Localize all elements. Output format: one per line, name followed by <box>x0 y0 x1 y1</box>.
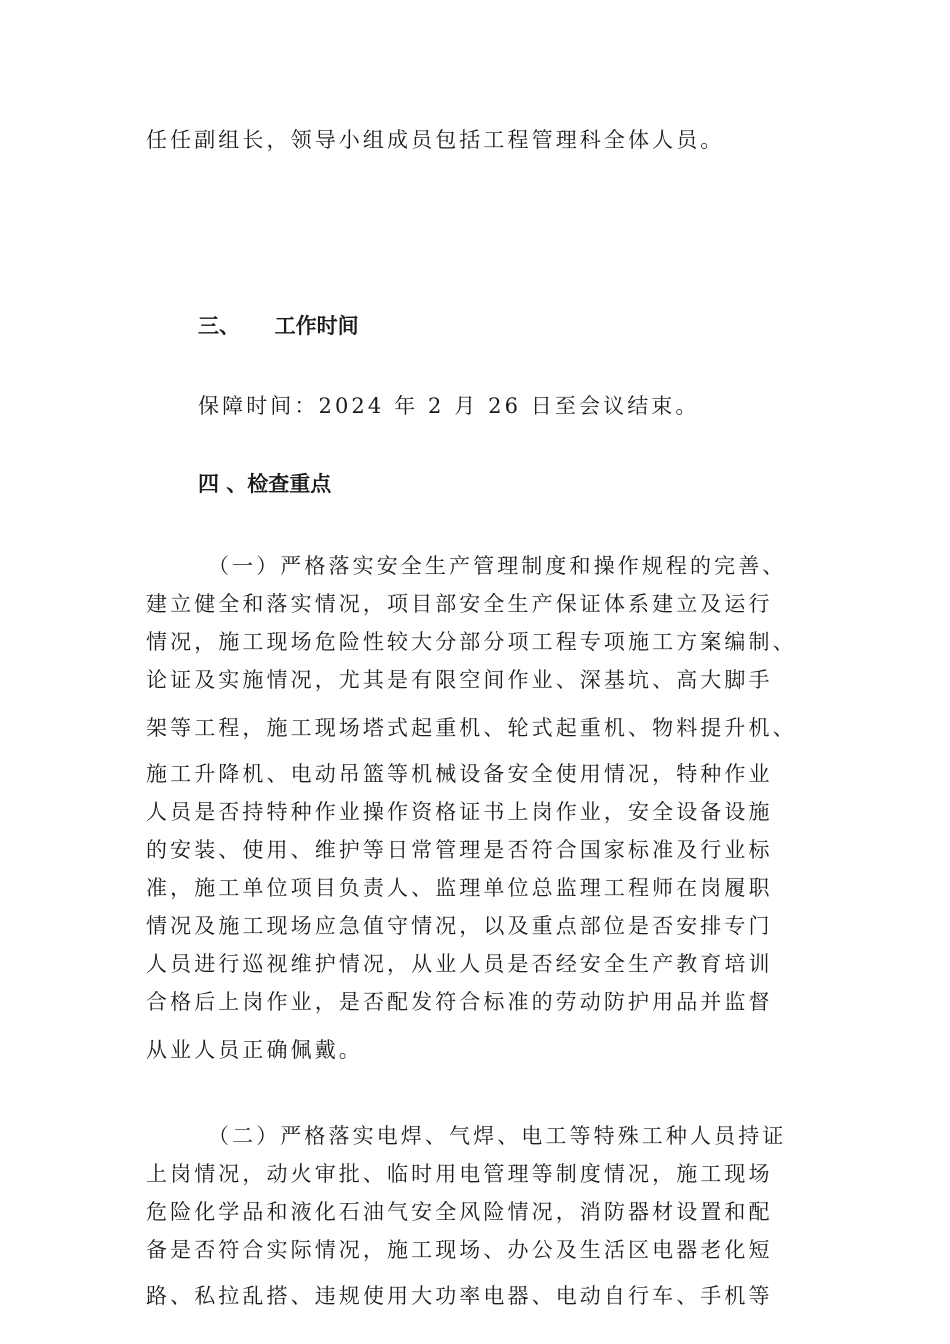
para1-line: 情况及施工现场应急值守情况，以及重点部位是否安排专门 <box>146 914 773 938</box>
para1-line: 合格后上岗作业，是否配发符合标准的劳动防护用品并监督 <box>146 990 773 1014</box>
para2-line: 路、私拉乱搭、违规使用大功率电器、电动自行车、手机等 <box>146 1284 773 1308</box>
work-time-text: 保障时间：2024 年 2 月 26 日至会议结束。 <box>198 394 700 418</box>
section-3-title: 工作时间 <box>274 314 359 338</box>
section-3-number: 三、 <box>198 314 240 338</box>
para1-line: 人员进行巡视维护情况，从业人员是否经安全生产教育培训 <box>146 952 773 976</box>
para1-line: 架等工程，施工现场塔式起重机、轮式起重机、物料提升机、 <box>146 716 797 740</box>
para1-line: （一）严格落实安全生产管理制度和操作规程的完善、 <box>208 554 787 578</box>
para2-line: 上岗情况，动火审批、临时用电管理等制度情况，施工现场 <box>146 1162 773 1186</box>
para1-line: 的安装、使用、维护等日常管理是否符合国家标准及行业标 <box>146 838 773 862</box>
para1-line: 准，施工单位项目负责人、监理单位总监理工程师在岗履职 <box>146 876 773 900</box>
section-4-heading: 四 、检查重点 <box>198 472 332 496</box>
para1-line: 施工升降机、电动吊篮等机械设备安全使用情况，特种作业 <box>146 762 773 786</box>
section-3-heading <box>198 312 359 340</box>
para2-line: （二）严格落实电焊、气焊、电工等特殊工种人员持证 <box>208 1124 787 1148</box>
para1-line: 建立健全和落实情况，项目部安全生产保证体系建立及运行 <box>146 592 773 616</box>
para1-line: 从业人员正确佩戴。 <box>146 1038 363 1062</box>
para2-line: 危险化学品和液化石油气安全风险情况，消防器材设置和配 <box>146 1200 773 1224</box>
para1-line: 论证及实施情况，尤其是有限空间作业、深基坑、高大脚手 <box>146 668 773 692</box>
para1-line: 人员是否持特种作业操作资格证书上岗作业，安全设备设施 <box>146 800 773 824</box>
para2-line: 备是否符合实际情况，施工现场、办公及生活区电器老化短 <box>146 1238 773 1262</box>
para1-line: 情况，施工现场危险性较大分部分项工程专项施工方案编制、 <box>146 630 797 654</box>
intro-line: 任任副组长，领导小组成员包括工程管理科全体人员。 <box>146 128 725 152</box>
